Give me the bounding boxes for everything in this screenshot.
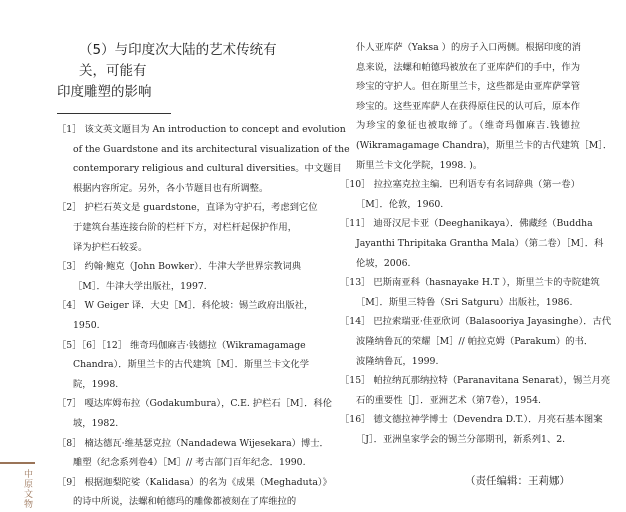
reference-line: ［M］．斯里三特鲁（Sri Satguru）出版社，1986. [356,296,573,308]
reference-line: ［10］ 拉拉塞克拉主编．巴利语专有名词辞典（第一卷） [340,179,580,191]
reference-item [57,257,302,296]
reference-line: ［M］．牛津大学出版社，1997. [73,280,207,292]
section-heading [57,40,297,103]
reference-line: 伦坡，2006. [356,257,411,269]
reference-line: 波隆纳鲁瓦，1999. [356,355,439,367]
reference-item [57,394,333,433]
reference-line: ［5］［6］［12］ 维奇玛伽麻吉·钱德拉（Wikramagamage [57,339,306,351]
reference-line: Chandra）．斯里兰卡的古代建筑［M］．斯里兰卡文化学 [73,359,310,371]
reference-line: 石的重要性［J］．亚洲艺术（第7卷），1954. [356,394,542,406]
reference-item [57,296,314,335]
reference-line: of the Guardstone and its architectural visualization of the [73,143,350,155]
reference-line: 珍宝的守护人。但在斯里兰卡，这些都是由亚库萨掌管 [356,81,580,93]
editor-signature: （责任编辑：王莉娜） [465,475,570,488]
left-column [57,40,350,512]
reference-item [340,371,611,410]
journal-name: 中原文物 [24,470,34,510]
reference-list [57,120,350,512]
reference-line: ［15］ 帕拉纳瓦那纳拉特（Paranavitana Senarat），锡兰月亮 [340,375,611,387]
reference-line: 仆人亚库萨（Yaksa ）的房子入口两侧。根据印度的消 [356,42,582,53]
reference-line: ［11］ 迪哥汉尼卡亚（Deeghanikaya）．佛藏经（Buddha [340,218,593,230]
footer-rule [0,462,35,464]
reference-line: ［2］ 护栏石英文是 guardstone，直译为守护石，考虑到它位 [57,202,318,214]
heading-line: （5）与印度次大陆的艺术传统有关，可能有 [79,42,277,79]
reference-line: ［9］ 根据迦梨陀娑（Kalidasa）的名为《成果（Meghaduta）》 [57,476,332,488]
reference-item [57,473,332,512]
reference-line: 雕塑（纪念系列卷4）［M］// 考古部门百年纪念．1990. [73,457,306,469]
reference-line: 根据内容所定。另外，各小节题目也有所调整。 [73,182,269,194]
reference-line: ［13］ 巴斯南亚科（hasnayake H.T ），斯里兰卡的寺院建筑 [340,277,600,289]
reference-line: 为珍宝的象征也被取缔了。（维奇玛伽麻吉.钱德拉 [356,120,580,132]
reference-line: 息来说，法螺和帕德玛被放在了亚库萨们的手中，作为 [356,61,580,73]
reference-line: ［3］ 约翰·鲍克（John Bowker）．牛津大学世界宗教词典 [57,261,302,273]
footnote-divider [57,113,171,114]
reference-line: 珍宝的。这些亚库萨人在获得原住民的认可后，原本作 [356,100,580,112]
reference-line: 译为护栏石较妥。 [73,241,148,253]
reference-item [57,120,350,198]
reference-line: 斯里兰卡文化学院，1998. )。 [356,159,483,171]
reference-item [57,434,329,473]
reference-line: 坡，1982. [73,417,119,429]
reference-line: 院，1998. [73,378,119,390]
reference-item [340,175,580,214]
reference-line: ［1］ 该文英文题目为 An introduction to concept and evolution [57,124,346,135]
right-column [340,38,613,492]
reference-item [340,214,604,273]
reference-item [340,273,600,312]
reference-line: contemporary religious and cultural diversities。中文题目 [73,163,342,175]
reference-line: ［14］ 巴拉索瑞亚·佳亚欣诃（Balasooriya Jayasinghe）．古代 [340,316,612,328]
reference-continuation [340,38,613,175]
reference-line: 的诗中所说，法螺和帕德玛的雕像都被刻在了库维拉的 [73,496,297,508]
heading-line: 印度雕塑的影响 [57,84,152,100]
reference-item [340,312,612,371]
reference-list [340,175,612,449]
reference-line: Jayanthi Thripitaka Grantha Mala）（第二卷）［M］．科 [356,237,604,249]
reference-line: ［M］．伦敦，1960. [356,198,444,210]
reference-item [57,198,318,257]
reference-line: (Wikramagamage Chandra)，斯里兰卡的古代建筑［M］． [356,139,613,151]
reference-line: 1950. [73,319,100,331]
reference-line: ［4］ W Geiger 译．大史［M］．科伦坡：锡兰政府出版社， [57,300,314,312]
reference-line: 波隆纳鲁瓦的荣耀［M］// 帕拉克姆（Parakum）的书． [356,335,594,347]
reference-line: ［8］ 楠达德瓦·维基瑟克拉（Nandadewa Wijesekara）博士． [57,437,329,449]
reference-item [340,410,603,449]
reference-line: ［J］．亚洲皇家学会的锡兰分部期刊，新系列1、2. [356,433,566,445]
reference-line: ［16］ 德文德拉神学博士（Devendra D.T.）．月亮石基本图案 [340,414,603,426]
reference-line: 于建筑台基连接台阶的栏杆下方，对栏杆起保护作用， [73,221,297,233]
reference-item [57,336,310,395]
reference-line: ［7］ 嘎达库姆布拉（Godakumbura），C.E. 护栏石［M］．科伦 [57,398,333,410]
